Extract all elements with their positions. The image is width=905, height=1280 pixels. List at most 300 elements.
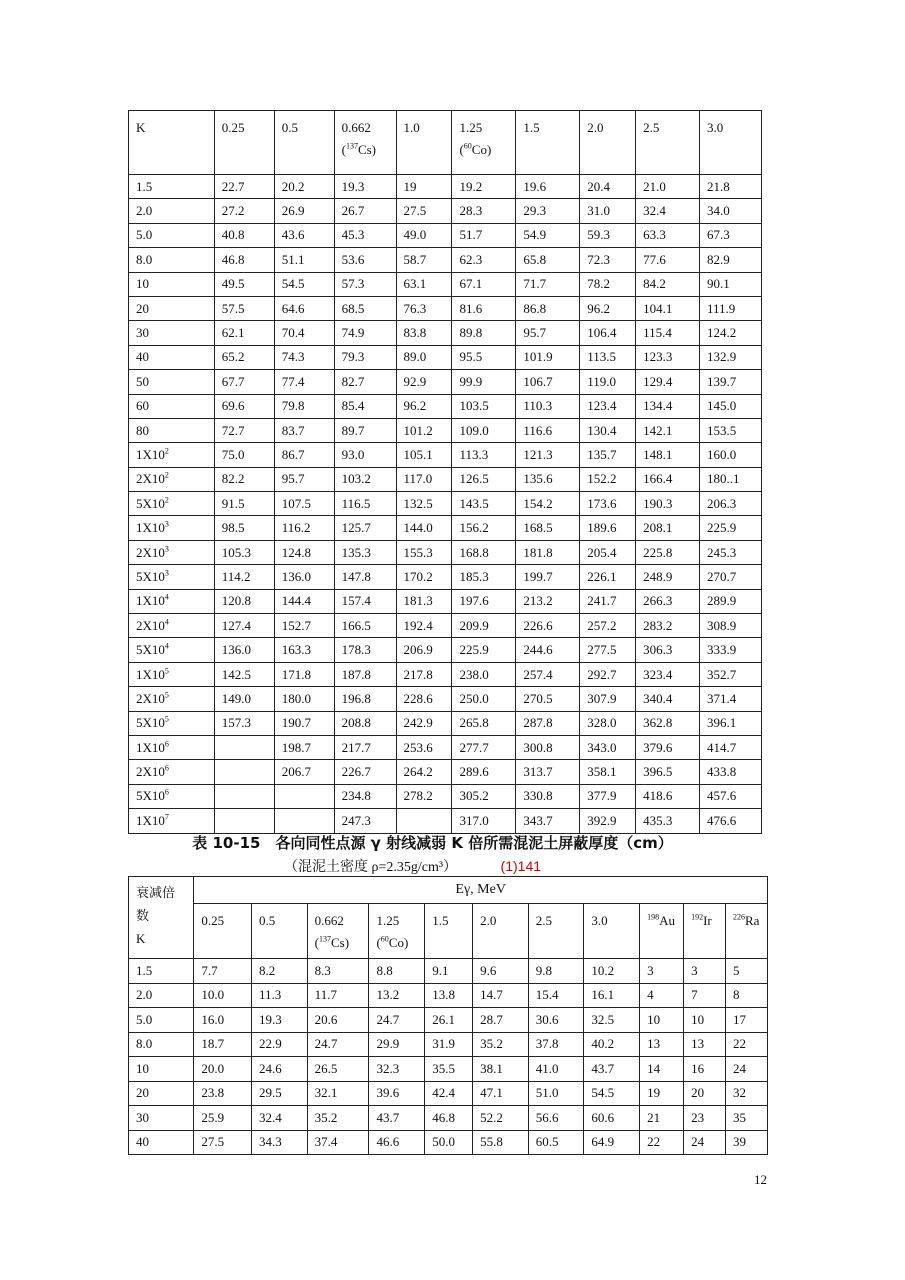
value-cell: 64.9 (584, 1130, 640, 1155)
value-cell: 228.6 (396, 687, 452, 711)
value-cell: 283.2 (636, 614, 700, 638)
value-cell: 9.8 (528, 959, 584, 984)
header-cell: 1.25 ($^{60}$Co) (369, 904, 425, 959)
table-row (129, 1057, 768, 1082)
value-cell: 121.3 (516, 443, 580, 467)
table-row (129, 614, 762, 638)
value-cell: 152.7 (274, 614, 334, 638)
value-cell (214, 760, 274, 784)
k-cell: 20 (129, 1081, 194, 1106)
value-cell: 266.3 (636, 589, 700, 613)
table-row (129, 443, 762, 467)
value-cell: 206.9 (396, 638, 452, 662)
value-cell: 69.6 (214, 394, 274, 418)
k-cell: 30 (129, 321, 215, 345)
k-cell: 40 (129, 1130, 194, 1155)
value-cell: 248.9 (636, 565, 700, 589)
value-cell: 35.2 (473, 1032, 529, 1057)
k-cell: $5X10^2$ (129, 492, 215, 516)
k-cell: 2.0 (129, 199, 215, 223)
value-cell: 170.2 (396, 565, 452, 589)
value-cell: 192.4 (396, 614, 452, 638)
value-cell: 379.6 (636, 735, 700, 759)
k-cell: $2X10^3$ (129, 540, 215, 564)
table-row (129, 516, 762, 540)
header-cell: 2.5 (528, 904, 584, 959)
value-cell: 35 (725, 1106, 767, 1131)
value-cell: 11.7 (307, 983, 369, 1008)
value-cell: 205.4 (580, 540, 636, 564)
value-cell: 20.2 (274, 175, 334, 199)
value-cell: 19.2 (452, 175, 516, 199)
value-cell: 113.5 (580, 345, 636, 369)
value-cell: 166.4 (636, 467, 700, 491)
value-cell: 91.5 (214, 492, 274, 516)
value-cell: 95.5 (452, 345, 516, 369)
value-cell: 98.5 (214, 516, 274, 540)
value-cell: 308.9 (700, 614, 762, 638)
value-cell: 119.0 (580, 370, 636, 394)
table-row (129, 199, 762, 223)
k-cell: 2.0 (129, 983, 194, 1008)
table-header-row (129, 111, 762, 175)
value-cell: 15.4 (528, 983, 584, 1008)
value-cell: 180..1 (700, 467, 762, 491)
value-cell: 287.8 (516, 711, 580, 735)
value-cell: 153.5 (700, 418, 762, 442)
table-row (129, 467, 762, 491)
value-cell: 189.6 (580, 516, 636, 540)
table-row (129, 394, 762, 418)
value-cell: 154.2 (516, 492, 580, 516)
value-cell: 32.5 (584, 1008, 640, 1033)
value-cell: 116.6 (516, 418, 580, 442)
k-cell: $5X10^5$ (129, 711, 215, 735)
value-cell: 26.9 (274, 199, 334, 223)
table-row (129, 321, 762, 345)
header-cell: 0.662 ($^{137}$Cs) (307, 904, 369, 959)
value-cell: 144.4 (274, 589, 334, 613)
table-row (129, 959, 768, 984)
value-cell: 35.2 (307, 1106, 369, 1131)
value-cell: 253.6 (396, 735, 452, 759)
value-cell: 21.8 (700, 175, 762, 199)
value-cell: 31.9 (425, 1032, 473, 1057)
value-cell: 9.1 (425, 959, 473, 984)
value-cell: 414.7 (700, 735, 762, 759)
value-cell: 86.8 (516, 296, 580, 320)
value-cell: 50.0 (425, 1130, 473, 1155)
value-cell (274, 809, 334, 833)
value-cell: 79.3 (334, 345, 396, 369)
value-cell: 396.5 (636, 760, 700, 784)
value-cell: 49.5 (214, 272, 274, 296)
value-cell: 37.4 (307, 1130, 369, 1155)
k-cell: 80 (129, 418, 215, 442)
value-cell: 168.8 (452, 540, 516, 564)
value-cell: 241.7 (580, 589, 636, 613)
table-row (129, 809, 762, 833)
value-cell: 226.6 (516, 614, 580, 638)
value-cell: 90.1 (700, 272, 762, 296)
page-number: 12 (754, 1172, 767, 1187)
value-cell: 39 (725, 1130, 767, 1155)
k-cell: 40 (129, 345, 215, 369)
value-cell: 103.2 (334, 467, 396, 491)
value-cell: 123.3 (636, 345, 700, 369)
value-cell: 13 (684, 1032, 726, 1057)
value-cell: 83.7 (274, 418, 334, 442)
value-cell: 77.6 (636, 248, 700, 272)
value-cell: 199.7 (516, 565, 580, 589)
value-cell: 358.1 (580, 760, 636, 784)
value-cell: 57.3 (334, 272, 396, 296)
value-cell: 26.1 (425, 1008, 473, 1033)
value-cell: 85.4 (334, 394, 396, 418)
table-row (129, 662, 762, 686)
table-subcaption (0, 856, 865, 876)
value-cell: 433.8 (700, 760, 762, 784)
value-cell: 79.8 (274, 394, 334, 418)
table-row (129, 418, 762, 442)
value-cell: 92.9 (396, 370, 452, 394)
value-cell: 173.6 (580, 492, 636, 516)
value-cell: 9.6 (473, 959, 529, 984)
value-cell: 209.9 (452, 614, 516, 638)
value-cell: 22 (725, 1032, 767, 1057)
value-cell: 57.5 (214, 296, 274, 320)
value-cell: 148.1 (636, 443, 700, 467)
reference-note: (1)141 (500, 858, 542, 874)
value-cell: 217.7 (334, 735, 396, 759)
value-cell: 27.5 (396, 199, 452, 223)
table-row (129, 492, 762, 516)
value-cell: 89.8 (452, 321, 516, 345)
value-cell: 46.8 (214, 248, 274, 272)
value-cell: 7.7 (194, 959, 252, 984)
value-cell: 62.3 (452, 248, 516, 272)
value-cell: 19 (396, 175, 452, 199)
value-cell: 14 (640, 1057, 684, 1082)
value-cell: 70.4 (274, 321, 334, 345)
value-cell: 328.0 (580, 711, 636, 735)
k-cell: 1.5 (129, 175, 215, 199)
value-cell: 234.8 (334, 784, 396, 808)
value-cell: 67.3 (700, 223, 762, 247)
value-cell: 208.1 (636, 516, 700, 540)
value-cell: 71.7 (516, 272, 580, 296)
k-cell: 8.0 (129, 248, 215, 272)
value-cell: 226.1 (580, 565, 636, 589)
value-cell: 27.2 (214, 199, 274, 223)
value-cell: 265.8 (452, 711, 516, 735)
value-cell: 65.8 (516, 248, 580, 272)
table-row (129, 370, 762, 394)
value-cell: 181.3 (396, 589, 452, 613)
value-cell: 42.4 (425, 1081, 473, 1106)
value-cell: 24 (684, 1130, 726, 1155)
value-cell: 43.7 (584, 1057, 640, 1082)
header-cell: 2.0 (580, 111, 636, 175)
value-cell: 54.5 (274, 272, 334, 296)
value-cell: 115.4 (636, 321, 700, 345)
value-cell: 125.7 (334, 516, 396, 540)
value-cell: 62.1 (214, 321, 274, 345)
value-cell: 28.7 (473, 1008, 529, 1033)
value-cell: 82.7 (334, 370, 396, 394)
value-cell: 31.0 (580, 199, 636, 223)
header-cell: 1.0 (396, 111, 452, 175)
value-cell: 103.5 (452, 394, 516, 418)
value-cell: 136.0 (274, 565, 334, 589)
table-row (129, 589, 762, 613)
value-cell: 60.6 (584, 1106, 640, 1131)
k-cell: 5.0 (129, 1008, 194, 1033)
value-cell: 74.3 (274, 345, 334, 369)
k-cell: $5X10^4$ (129, 638, 215, 662)
value-cell: 82.9 (700, 248, 762, 272)
value-cell: 145.0 (700, 394, 762, 418)
value-cell: 72.7 (214, 418, 274, 442)
value-cell: 67.1 (452, 272, 516, 296)
k-cell: 10 (129, 272, 215, 296)
value-cell (214, 809, 274, 833)
value-cell: 225.9 (700, 516, 762, 540)
value-cell: 32.3 (369, 1057, 425, 1082)
value-cell: 55.8 (473, 1130, 529, 1155)
value-cell: 11.3 (252, 983, 308, 1008)
value-cell (274, 784, 334, 808)
value-cell: 74.9 (334, 321, 396, 345)
value-cell: 16.0 (194, 1008, 252, 1033)
table-row (129, 687, 762, 711)
value-cell: 7 (684, 983, 726, 1008)
table-row (129, 175, 762, 199)
k-cell: $1X10^7$ (129, 809, 215, 833)
value-cell: 96.2 (580, 296, 636, 320)
value-cell: 111.9 (700, 296, 762, 320)
value-cell: 19.3 (252, 1008, 308, 1033)
value-cell: 247.3 (334, 809, 396, 833)
k-cell: $1X10^5$ (129, 662, 215, 686)
value-cell: 22.7 (214, 175, 274, 199)
header-cell: 0.662 ($^{137}$Cs) (334, 111, 396, 175)
value-cell: 196.8 (334, 687, 396, 711)
value-cell: 4 (640, 983, 684, 1008)
k-cell: 10 (129, 1057, 194, 1082)
value-cell: 96.2 (396, 394, 452, 418)
value-cell: 206.7 (274, 760, 334, 784)
value-cell: 93.0 (334, 443, 396, 467)
value-cell: 29.9 (369, 1032, 425, 1057)
value-cell: 24.7 (307, 1032, 369, 1057)
value-cell: 306.3 (636, 638, 700, 662)
value-cell: 95.7 (516, 321, 580, 345)
value-cell: 89.7 (334, 418, 396, 442)
value-cell: 124.8 (274, 540, 334, 564)
value-cell: 238.0 (452, 662, 516, 686)
table-row (129, 638, 762, 662)
value-cell: 25.9 (194, 1106, 252, 1131)
value-cell: 13 (640, 1032, 684, 1057)
value-cell: 22 (640, 1130, 684, 1155)
value-cell: 132.5 (396, 492, 452, 516)
value-cell: 110.3 (516, 394, 580, 418)
value-cell: 39.6 (369, 1081, 425, 1106)
value-cell: 142.5 (214, 662, 274, 686)
value-cell: 160.0 (700, 443, 762, 467)
value-cell: 135.6 (516, 467, 580, 491)
value-cell: 13.8 (425, 983, 473, 1008)
value-cell: 30.6 (528, 1008, 584, 1033)
value-cell: 132.9 (700, 345, 762, 369)
value-cell: 60.5 (528, 1130, 584, 1155)
value-cell: 81.6 (452, 296, 516, 320)
table-row (129, 565, 762, 589)
value-cell: 23.8 (194, 1081, 252, 1106)
value-cell: 152.2 (580, 467, 636, 491)
value-cell: 24 (725, 1057, 767, 1082)
value-cell: 181.8 (516, 540, 580, 564)
value-cell: 330.8 (516, 784, 580, 808)
value-cell: 144.0 (396, 516, 452, 540)
value-cell: 78.2 (580, 272, 636, 296)
value-cell: 190.7 (274, 711, 334, 735)
value-cell: 135.7 (580, 443, 636, 467)
table-row (129, 1081, 768, 1106)
value-cell: 37.8 (528, 1032, 584, 1057)
table-row (129, 1032, 768, 1057)
value-cell: 126.5 (452, 467, 516, 491)
value-cell: 113.3 (452, 443, 516, 467)
value-cell: 3 (684, 959, 726, 984)
header-cell: 0.5 (274, 111, 334, 175)
value-cell: 51.1 (274, 248, 334, 272)
header-cell: $^{198}$Au (640, 904, 684, 959)
value-cell: 34.0 (700, 199, 762, 223)
value-cell: 99.9 (452, 370, 516, 394)
value-cell: 72.3 (580, 248, 636, 272)
value-cell: 476.6 (700, 809, 762, 833)
table-row (129, 296, 762, 320)
value-cell: 82.2 (214, 467, 274, 491)
value-cell: 104.1 (636, 296, 700, 320)
value-cell: 277.5 (580, 638, 636, 662)
value-cell: 43.6 (274, 223, 334, 247)
value-cell: 130.4 (580, 418, 636, 442)
table-row (129, 1008, 768, 1033)
value-cell: 34.3 (252, 1130, 308, 1155)
value-cell: 3 (640, 959, 684, 984)
value-cell: 10.0 (194, 983, 252, 1008)
concrete-shielding-table (128, 876, 768, 1155)
header-cell: 0.25 (214, 111, 274, 175)
k-header-cell: 衰减倍 数 K (129, 877, 194, 959)
value-cell: 43.7 (369, 1106, 425, 1131)
value-cell: 49.0 (396, 223, 452, 247)
value-cell: 142.1 (636, 418, 700, 442)
value-cell: 226.7 (334, 760, 396, 784)
value-cell: 21.0 (636, 175, 700, 199)
table-row (129, 1106, 768, 1131)
header-cell: 1.25 ($^{60}$Co) (452, 111, 516, 175)
value-cell: 340.4 (636, 687, 700, 711)
value-cell: 26.5 (307, 1057, 369, 1082)
value-cell (214, 784, 274, 808)
value-cell: 86.7 (274, 443, 334, 467)
value-cell: 27.5 (194, 1130, 252, 1155)
value-cell: 333.9 (700, 638, 762, 662)
table-caption: 表 10-15 各向同性点源 γ 射线减弱 K 倍所需混泥土屏蔽厚度（cm） (192, 834, 673, 852)
value-cell: 63.1 (396, 272, 452, 296)
k-cell: 5.0 (129, 223, 215, 247)
value-cell: 58.7 (396, 248, 452, 272)
value-cell: 107.5 (274, 492, 334, 516)
value-cell: 109.0 (452, 418, 516, 442)
value-cell: 106.7 (516, 370, 580, 394)
value-cell: 352.7 (700, 662, 762, 686)
value-cell: 217.8 (396, 662, 452, 686)
value-cell: 52.2 (473, 1106, 529, 1131)
k-cell: 60 (129, 394, 215, 418)
value-cell: 68.5 (334, 296, 396, 320)
value-cell: 24.7 (369, 1008, 425, 1033)
k-cell: $1X10^4$ (129, 589, 215, 613)
value-cell: 32 (725, 1081, 767, 1106)
value-cell: 46.8 (425, 1106, 473, 1131)
value-cell: 51.0 (528, 1081, 584, 1106)
k-cell: $1X10^6$ (129, 735, 215, 759)
k-cell: $5X10^6$ (129, 784, 215, 808)
value-cell: 187.8 (334, 662, 396, 686)
table-row (129, 345, 762, 369)
value-cell: 208.8 (334, 711, 396, 735)
value-cell: 278.2 (396, 784, 452, 808)
k-cell: $1X10^2$ (129, 443, 215, 467)
value-cell: 242.9 (396, 711, 452, 735)
value-cell: 225.9 (452, 638, 516, 662)
table-row (129, 272, 762, 296)
value-cell: 8 (725, 983, 767, 1008)
value-cell: 418.6 (636, 784, 700, 808)
value-cell: 155.3 (396, 540, 452, 564)
value-cell: 41.0 (528, 1057, 584, 1082)
value-cell: 156.2 (452, 516, 516, 540)
value-cell: 45.3 (334, 223, 396, 247)
value-cell: 16.1 (584, 983, 640, 1008)
value-cell: 270.7 (700, 565, 762, 589)
table-header-row (129, 877, 768, 904)
value-cell: 21 (640, 1106, 684, 1131)
value-cell: 124.2 (700, 321, 762, 345)
value-cell: 10 (684, 1008, 726, 1033)
value-cell: 143.5 (452, 492, 516, 516)
value-cell: 20.0 (194, 1057, 252, 1082)
value-cell: 323.4 (636, 662, 700, 686)
value-cell: 8.8 (369, 959, 425, 984)
k-cell: $2X10^2$ (129, 467, 215, 491)
value-cell: 29.5 (252, 1081, 308, 1106)
k-cell: 30 (129, 1106, 194, 1131)
value-cell: 63.3 (636, 223, 700, 247)
value-cell: 114.2 (214, 565, 274, 589)
table-row (129, 735, 762, 759)
value-cell: 190.3 (636, 492, 700, 516)
value-cell: 123.4 (580, 394, 636, 418)
value-cell: 157.4 (334, 589, 396, 613)
value-cell: 157.3 (214, 711, 274, 735)
value-cell: 129.4 (636, 370, 700, 394)
